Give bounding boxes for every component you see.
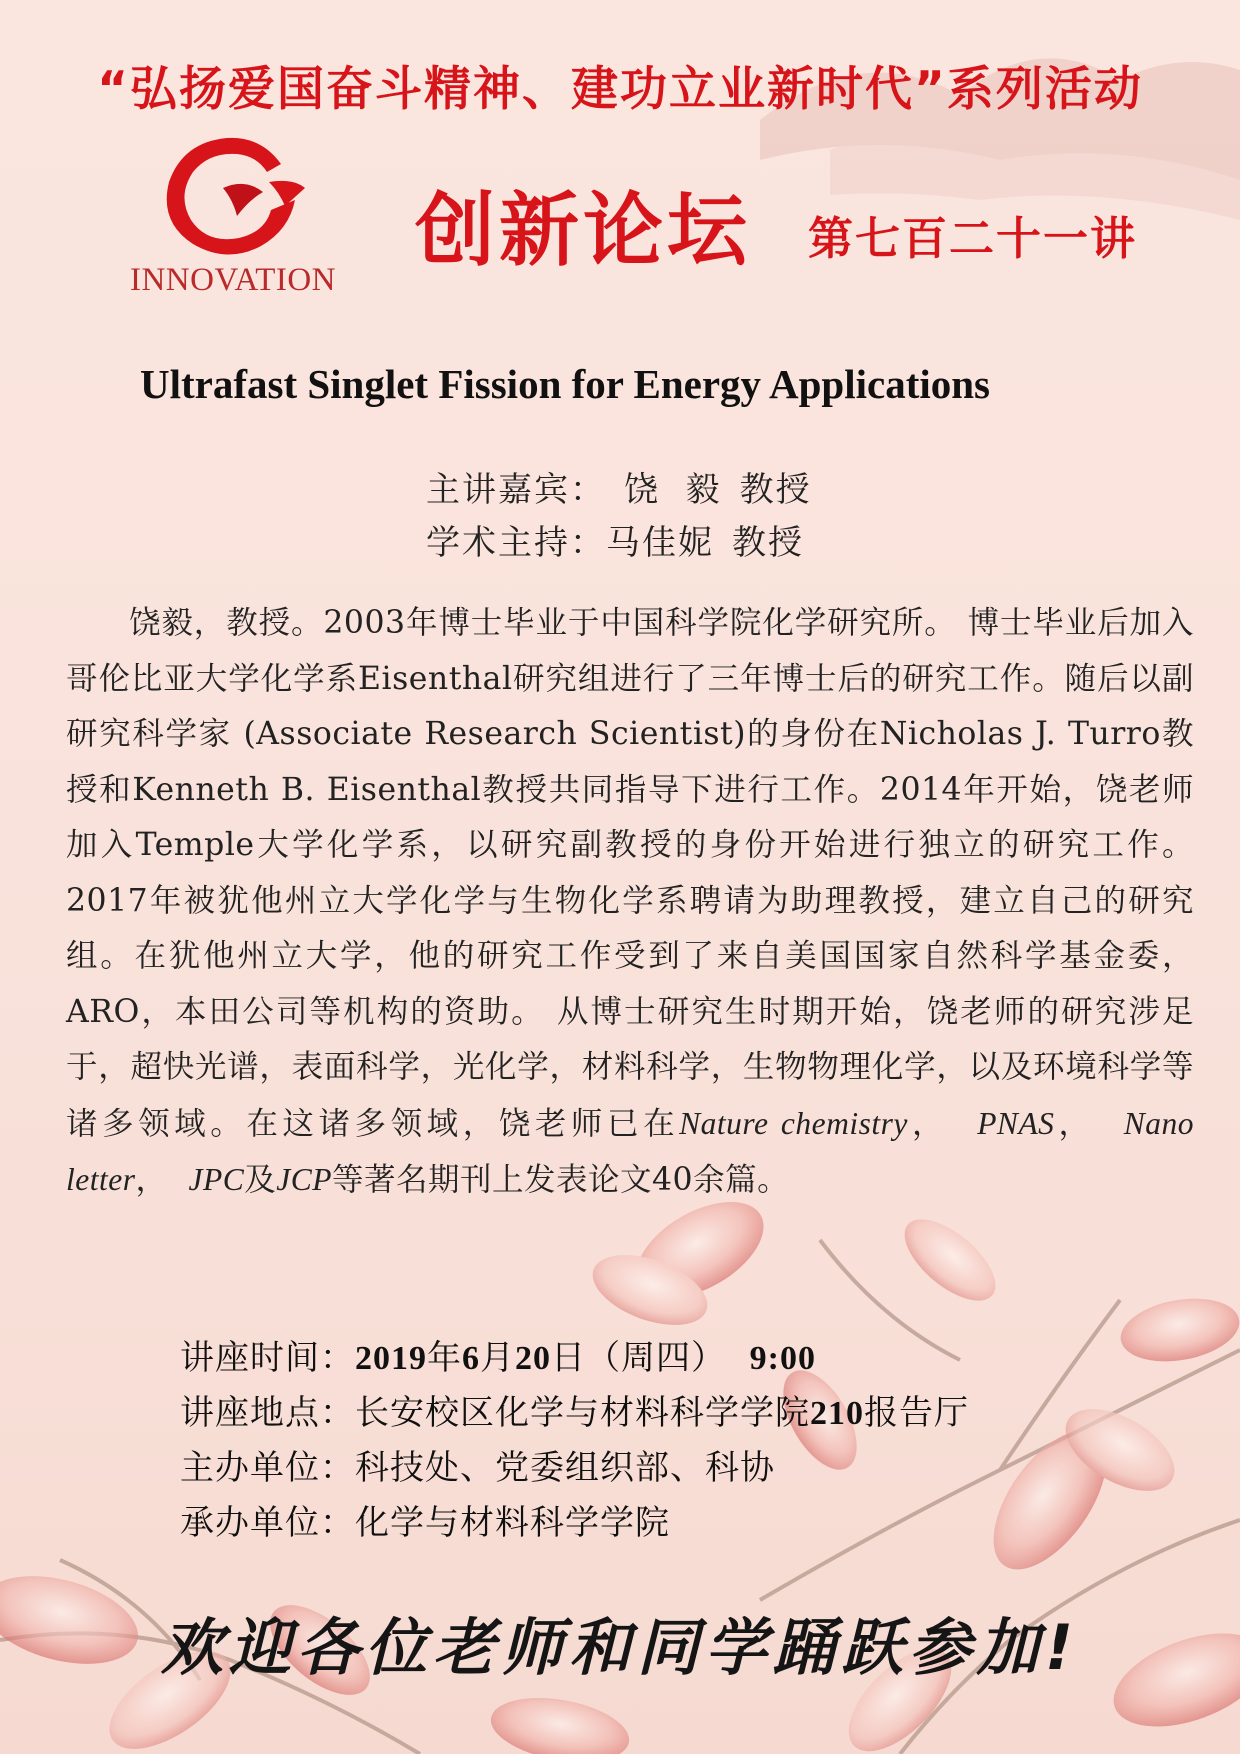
logo-text: INNOVATION	[129, 262, 337, 298]
time-weekday: 日（周四）	[551, 1338, 726, 1378]
venue-room: 210	[810, 1395, 864, 1432]
time-year: 2019	[355, 1340, 427, 1377]
host-role: 教授	[732, 523, 804, 563]
time-label: 讲座时间：	[180, 1338, 355, 1378]
lecture-number: 第七百二十一讲	[808, 212, 1138, 265]
bio-text-end: 等著名期刊上发表论文40余篇。	[332, 1162, 790, 1198]
host-line	[426, 515, 804, 564]
speaker-label: 主讲嘉宾：	[426, 470, 606, 510]
innovation-swirl-icon	[153, 130, 313, 258]
bio-separator: ，	[135, 1162, 189, 1198]
time-year-unit: 年	[427, 1338, 462, 1378]
bio-separator: ，	[1054, 1105, 1124, 1142]
organizer-value: 科技处、党委组织部、科协	[355, 1448, 775, 1488]
journal-nano-letter: Nano letter	[66, 1105, 1194, 1197]
journal-jcp: JCP	[276, 1162, 332, 1197]
host-organization	[180, 1495, 670, 1544]
host-org-label: 承办单位：	[180, 1503, 355, 1543]
speaker-role: 教授	[739, 470, 812, 510]
series-title: “弘扬爱国奋斗精神、建功立业新时代”系列活动	[97, 62, 1143, 117]
speaker-name: 饶 毅	[624, 470, 722, 510]
welcome-message: 欢迎各位老师和同学踊跃参加!	[160, 1611, 1080, 1684]
journal-jpc: JPC	[188, 1162, 245, 1197]
time-month: 6	[462, 1340, 480, 1377]
venue-hall: 报告厅	[864, 1393, 969, 1433]
venue-label: 讲座地点：	[180, 1393, 355, 1433]
time-clock: 9:00	[749, 1340, 816, 1377]
host-name: 马佳妮	[606, 523, 714, 563]
forum-title: 创新论坛	[415, 184, 751, 277]
bio-separator: ，	[907, 1105, 978, 1142]
speaker-line	[426, 462, 812, 511]
innovation-logo	[118, 130, 348, 310]
journal-nature-chemistry: Nature chemistry	[679, 1105, 908, 1141]
speaker-bio	[66, 596, 1194, 1209]
journal-pnas: PNAS	[977, 1105, 1055, 1141]
venue-place: 长安校区化学与材料科学学院	[355, 1393, 810, 1433]
talk-title-text: Ultrafast Singlet Fission for Energy Applications	[139, 361, 991, 407]
lecture-time	[180, 1330, 816, 1379]
host-org-value: 化学与材料科学学院	[355, 1503, 670, 1543]
bio-text: 饶毅，教授。2003年博士毕业于中国科学院化学研究所。 博士毕业后加入哥伦比亚大学化学系Eisenthal研究组进行了三年博士后的研究工作。随后以副研究科学家 (Associate Research Scientist)的身份在Nicholas J. Turro教授和Kenneth B. Eisenthal教授共同指导下进行工作。2014年开始，饶老师加入Temple大学化学系，以研究副教授的身份开始进行独立的研究工作。2017年被犹他州立大学化学与生物化学系聘请为助理教授，建立自己的研究组。在犹他州立大学，他的研究工作受到了来自美国国家自然科学基金委，ARO，本田公司等机构的资助。 从博士研究生时期开始，饶老师的研究涉足于，超快光谱，表面科学，光化学，材料科学，生物物理化学，以及环境科学等诸多领域。在这诸多领域，饶老师已在	[66, 605, 1194, 1142]
bio-conjunction: 及	[244, 1162, 277, 1198]
organizer-label: 主办单位：	[180, 1448, 355, 1488]
lecture-venue	[180, 1385, 969, 1434]
time-day: 20	[515, 1340, 551, 1377]
time-month-unit: 月	[480, 1338, 515, 1378]
talk-title	[0, 360, 1240, 408]
organizer	[180, 1440, 775, 1489]
host-label: 学术主持：	[426, 523, 606, 563]
